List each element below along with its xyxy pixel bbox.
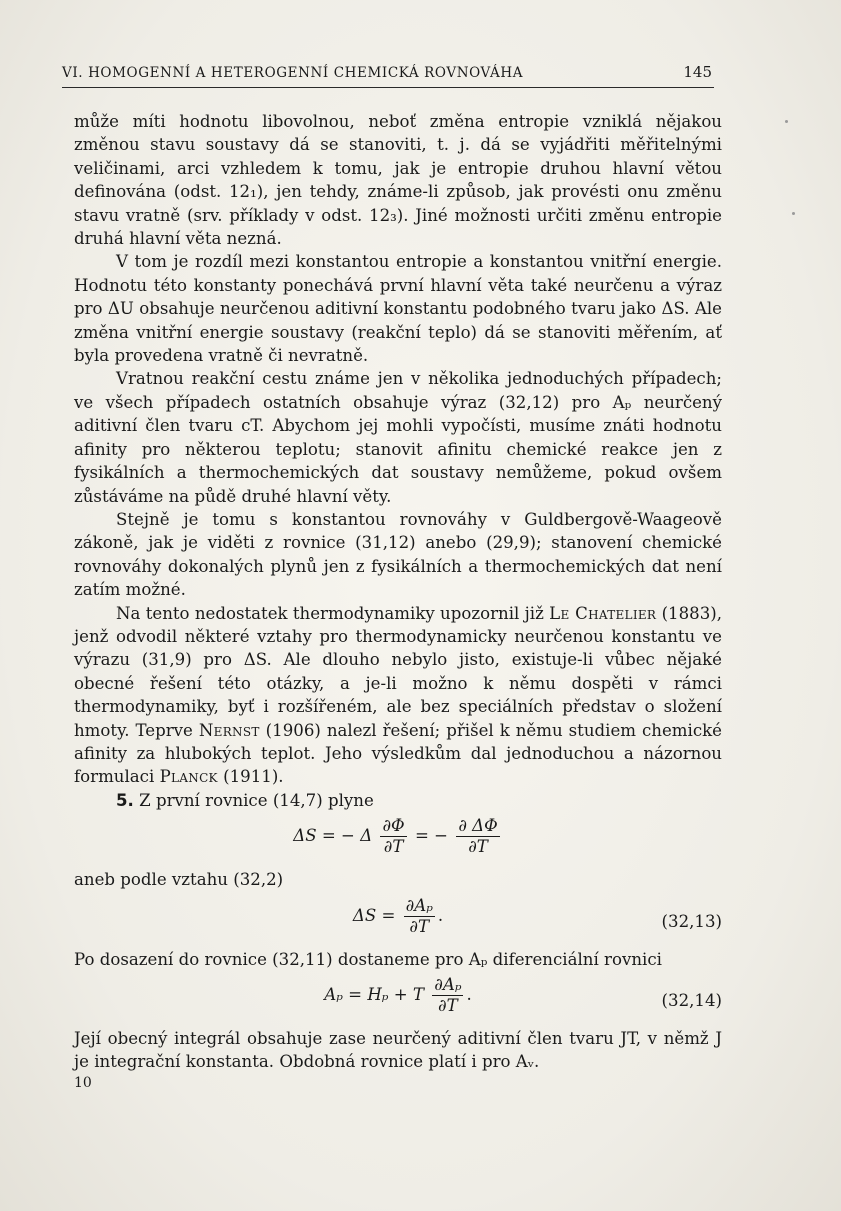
paragraph-5 — [74, 602, 722, 789]
eq3-num: ∂Aₚ — [434, 975, 462, 994]
paragraph-5-text-d: (1911). — [223, 767, 284, 787]
eq2-label: (32,13) — [661, 911, 722, 931]
eq1-num2: ∂ ΔΦ — [458, 816, 498, 836]
paragraph-7: aneb podle vztahu (32,2) — [74, 870, 284, 890]
author-le-chatelier: Le Chatelier — [549, 603, 657, 623]
eq3-fraction — [432, 975, 463, 1016]
paper-speck — [785, 120, 788, 123]
page-body — [74, 110, 722, 1074]
paragraph-2: V tom je rozdíl mezi konstantou entropie a konstantou vnitřní energie. Hodnotu této konstanty ponechává první hlavní věta také neurčenu a výraz pro ΔU obsahuje neurčenou aditivní konstantu podobného tvaru jako ΔS. Ale změna vnitřní energie soustavy (reakční teplo) dá se stanoviti měřením, ať byla provedena vratně či nevratně. — [74, 252, 722, 366]
paragraph-5-text-a: Na tento nedostatek thermodynamiky upozornil již — [116, 603, 544, 623]
paragraph-6-text: Z první rovnice (14,7) plyne — [139, 790, 374, 810]
eq2-fraction — [404, 896, 435, 937]
author-nernst: Nernst — [198, 720, 260, 740]
paragraph-1: může míti hodnotu libovolnou, neboť změna entropie vzniklá nějakou změnou stavu soustavy dá se stanoviti, t. j. dá se vyjádřiti měřitelnými veličinami, arci vzhledem k tomu, jak je entropie druhou hlavní větou definována (odst. 12₁), jen tehdy, známe-li způsob, jak provésti onu změnu stavu vratně (srv. příklady v odst. 12₃). Jiné možnosti určiti změnu entropie druhá hlavní věta nezná. — [74, 112, 722, 249]
equation-3: Aₚ = Hₚ + T $\frac{\text{∂Aₚ}}{\partial T}$ . (32,14) — [324, 975, 722, 1015]
paragraph-4: Stejně je tomu s konstantou rovnováhy v Guldbergově-Waageově zákoně, jak je viděti z rovnice (31,12) anebo (29,9); stanovení chemické rovnováhy dokonalých plynů jen z fysikálních a thermochemických dat není zatím možné. — [74, 509, 722, 600]
paragraph-9: Její obecný integrál obsahuje zase neurčený aditivní člen tvaru JT, v němž J je integrační konstanta. Obdobná rovnice platí i pro Aᵥ. — [74, 1029, 722, 1072]
paragraph-6 — [74, 789, 722, 812]
paragraph-8: Po dosazení do rovnice (32,11) dostaneme pro Aₚ diferenciální rovnici — [74, 949, 662, 969]
eq1-fraction-2 — [456, 816, 499, 857]
eq1-lhs: ΔS = − Δ — [293, 826, 373, 846]
equation-2: ΔS = $\frac{\text{∂Aₚ}}{\partial T}$ . (32,13) — [352, 895, 722, 936]
eq3-den: ∂T — [438, 996, 458, 1015]
equation-1 — [74, 812, 722, 868]
author-planck: Planck — [159, 767, 218, 787]
eq1-num1: ∂Φ — [382, 816, 405, 836]
eq1-fraction-1 — [380, 816, 406, 857]
paragraph-5-text-c: (1906) nalezl řešení; přišel k němu studiem chemické afinity za hlubokých teplot. Jeho výsledkům dal jednoduchou a názornou formulaci — [74, 720, 722, 787]
paragraph-3: Vratnou reakční cestu známe jen v několika jednoduchých případech; ve všech případech ostatních obsahuje výraz (32,12) pro Aₚ neurčený aditivní člen tvaru cT. Abychom jej mohli vypočísti, musíme znáti hodnotu afinity pro některou teplotu; stanovit afinitu chemické reakce jen z fysikálních a thermochemických dat soustavy nemůžeme, pokud ovšem zůstáváme na půdě druhé hlavní věty. — [74, 369, 722, 506]
eq1-den1: ∂T — [383, 837, 404, 857]
page-number: 145 — [683, 63, 712, 81]
eq1-mid: = − — [414, 826, 449, 846]
eq2-num: ∂Aₚ — [405, 895, 433, 915]
paragraph-5-text-b: (1883), jenž odvodil některé vztahy pro thermodynamicky neurčenou konstantu ve výrazu (31,9) pro ΔS. Ale dlouho nebylo jisto, existuje-li vůbec nějaké obecné řešení této otázky, a je-li možno k němu dospěti v rámci thermodynamiky, byť i rozšířeném, ale bez speciálních představ o složení hmoty. Teprve — [74, 603, 723, 740]
running-title: VI. HOMOGENNÍ A HETEROGENNÍ CHEMICKÁ ROVNOVÁHA — [62, 65, 524, 81]
eq3-label: (32,14) — [661, 991, 722, 1010]
eq2-lhs: ΔS = — [352, 905, 396, 925]
header-rule — [62, 87, 714, 88]
running-header — [62, 63, 712, 81]
eq3-lhs: Aₚ = Hₚ + T — [324, 985, 424, 1004]
paper-speck — [792, 212, 795, 215]
eq2-den: ∂T — [409, 916, 430, 936]
signature-mark: 10 — [74, 1075, 92, 1091]
eq1-den2: ∂T — [468, 837, 488, 857]
section-number: 5. — [116, 790, 134, 810]
